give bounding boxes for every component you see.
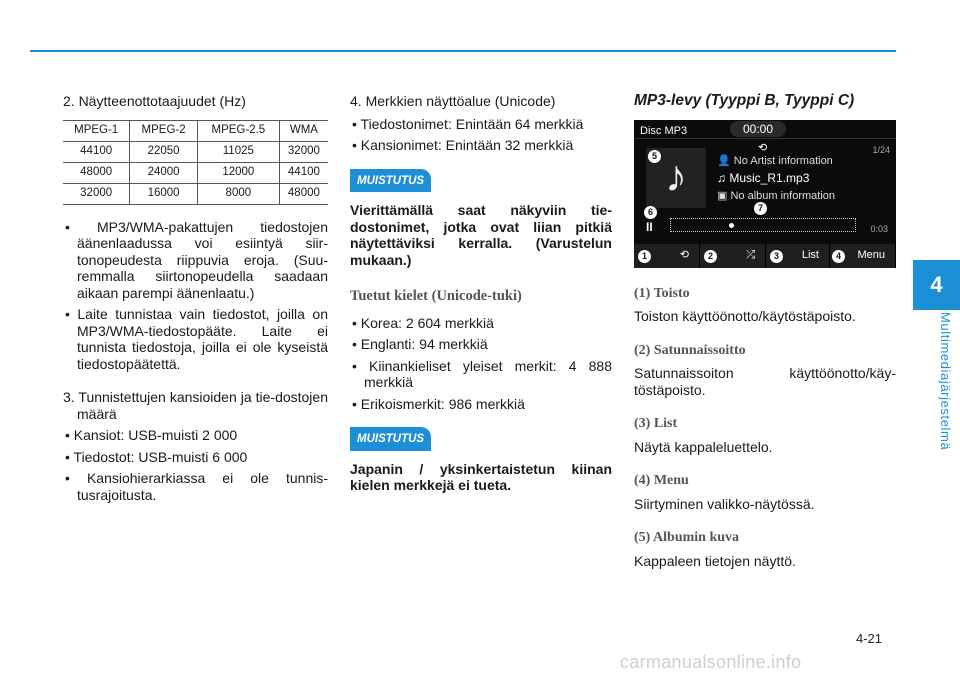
- page-number: 4-21: [856, 631, 883, 646]
- note-badge: MUISTUTUS: [350, 169, 431, 193]
- item-title: (2) Satunnaissoitto: [634, 342, 746, 358]
- progress-knob: [729, 223, 734, 228]
- list-item: • Tiedostonimet: Enintään 64 merkkiä: [352, 115, 584, 132]
- list-item: • Erikoismerkit: 986 merkkiä: [352, 395, 525, 412]
- note-badge: MUISTUTUS: [350, 427, 431, 451]
- list-soft-key: List: [766, 244, 830, 268]
- song-text: Music_R1.mp3: [729, 170, 810, 185]
- song-line: [717, 170, 809, 187]
- item-title: (4) Menu: [634, 473, 689, 488]
- callout-marker: 1: [638, 250, 651, 263]
- mp3-screen-illustration: [634, 120, 896, 268]
- section-title: MP3-levy (Tyyppi B, Tyyppi C): [634, 92, 855, 109]
- album-icon: ▣: [717, 189, 731, 202]
- table-header-cell: WMA: [279, 120, 328, 141]
- table-cell: 48000: [279, 183, 328, 204]
- header-rule: [30, 50, 896, 52]
- table-cell: 32000: [279, 141, 328, 162]
- screen-mode-label: Disc MP3: [640, 124, 688, 137]
- sampling-table: [63, 120, 328, 205]
- chapter-title: Multimediajärjestelmä: [938, 312, 953, 451]
- item-title: (5) Albumin kuva: [634, 530, 740, 545]
- menu-soft-key: Menu: [830, 244, 896, 268]
- screen-time: 00:00: [730, 121, 786, 137]
- folders-heading: 3. Tunnistettujen kansioiden ja tie-dostojen määrä: [63, 389, 328, 422]
- album-art-music-note-icon: ♪: [646, 148, 706, 208]
- list-item: • Tiedostot: USB-muisti 6 000: [65, 448, 248, 465]
- table-cell: 48000: [63, 162, 130, 183]
- table-header-cell: MPEG-2.5: [197, 120, 279, 141]
- column-left: [63, 93, 328, 508]
- artist-line: [717, 153, 833, 170]
- table-row: [63, 183, 328, 204]
- languages-subheading: Tuetut kielet (Unicode-tuki): [350, 288, 522, 304]
- table-cell: 24000: [130, 162, 198, 183]
- table-cell: 11025: [197, 141, 279, 162]
- callout-marker: 2: [704, 250, 717, 263]
- list-item: • MP3/WMA-pakattujen tiedostojen äänenlaadussa voi esiintyä siir-tonopeudesta riippuvia eroja. (Suu-remmalla siirtonopeudella saadaan aikaan parempi äänenlaatu.): [65, 218, 328, 301]
- callout-marker: 3: [770, 250, 783, 263]
- list-item: • Englanti: 94 merkkiä: [352, 336, 488, 352]
- elapsed-time: 0:03: [870, 223, 888, 234]
- item-text: Kappaleen tietojen näyttö.: [634, 552, 796, 569]
- note-text: Japanin / yksinkertaistetun kiinan kielen merkkejä ei tueta.: [350, 460, 612, 493]
- table-cell: 8000: [197, 183, 279, 204]
- progress-bar: [670, 218, 856, 232]
- table-row: [63, 162, 328, 183]
- table-cell: 44100: [279, 162, 328, 183]
- item-text: Toiston käyttöönotto/käytöstäpoisto.: [634, 308, 856, 324]
- callout-marker: 5: [648, 150, 661, 163]
- album-line: [717, 188, 835, 205]
- item-text: Näytä kappaleluettelo.: [634, 438, 773, 455]
- repeat-icon: ⟲: [758, 141, 768, 154]
- callout-marker: 6: [644, 206, 657, 219]
- charset-heading: 4. Merkkien näyttöalue (Unicode): [350, 93, 556, 109]
- item-text: Satunnaissoiton käyttöönotto/käy-töstäpoisto.: [634, 365, 896, 398]
- repeat-icon: ⟲: [679, 249, 689, 262]
- table-cell: 32000: [63, 183, 130, 204]
- album-text: No album information: [730, 189, 836, 202]
- list-item: • Kiinankieliset yleiset merkit: 4 888 merkkiä: [352, 357, 612, 390]
- table-header-cell: MPEG-2: [130, 120, 198, 141]
- table-header-cell: MPEG-1: [63, 120, 130, 141]
- column-middle: [350, 93, 612, 500]
- list-item: • Kansiohierarkiassa ei ole tunnis-tusrajoitusta.: [65, 470, 328, 503]
- callout-marker: 4: [832, 250, 845, 263]
- list-item: • Laite tunnistaa vain tiedostot, joilla on MP3/WMA-tiedostopääte. Laite ei tunnista tiedostoja, joilla ei ole kyseistä tiedostopäätettä.: [65, 306, 328, 372]
- list-item: • Kansiot: USB-muisti 2 000: [65, 427, 238, 443]
- list-item: • Kansionimet: Enintään 32 merkkiä: [352, 137, 574, 153]
- table-cell: 12000: [197, 162, 279, 183]
- callout-marker: 7: [754, 202, 767, 215]
- pause-icon: II: [646, 219, 653, 234]
- item-title: (1) Toisto: [634, 285, 690, 301]
- list-item: • Korea: 2 604 merkkiä: [352, 314, 494, 331]
- note-text: Vierittämällä saat näkyviin tie-dostonimet, jotka ovat liian pitkiä näytettäviksi kerralla. (Varustelun mukaan.): [350, 202, 612, 268]
- table-cell: 22050: [130, 141, 198, 162]
- screen-divider: [634, 138, 896, 139]
- screen-pager: 1/24: [872, 144, 890, 155]
- music-note-icon: ♫: [717, 170, 730, 185]
- chapter-tab: 4: [913, 260, 960, 310]
- watermark: carmanualsonline.info: [620, 652, 802, 672]
- column-right: [634, 93, 896, 587]
- shuffle-icon: ⤮: [746, 249, 755, 262]
- item-text: Siirtyminen valikko-näytössä.: [634, 495, 815, 512]
- artist-text: No Artist information: [733, 154, 833, 167]
- table-header-row: [63, 120, 328, 141]
- person-icon: 👤: [717, 154, 734, 167]
- table-row: [63, 141, 328, 162]
- table-cell: 16000: [130, 183, 198, 204]
- table-cell: 44100: [63, 141, 130, 162]
- sampling-heading: 2. Näytteenottotaajuudet (Hz): [63, 93, 246, 109]
- item-title: (3) List: [634, 416, 678, 431]
